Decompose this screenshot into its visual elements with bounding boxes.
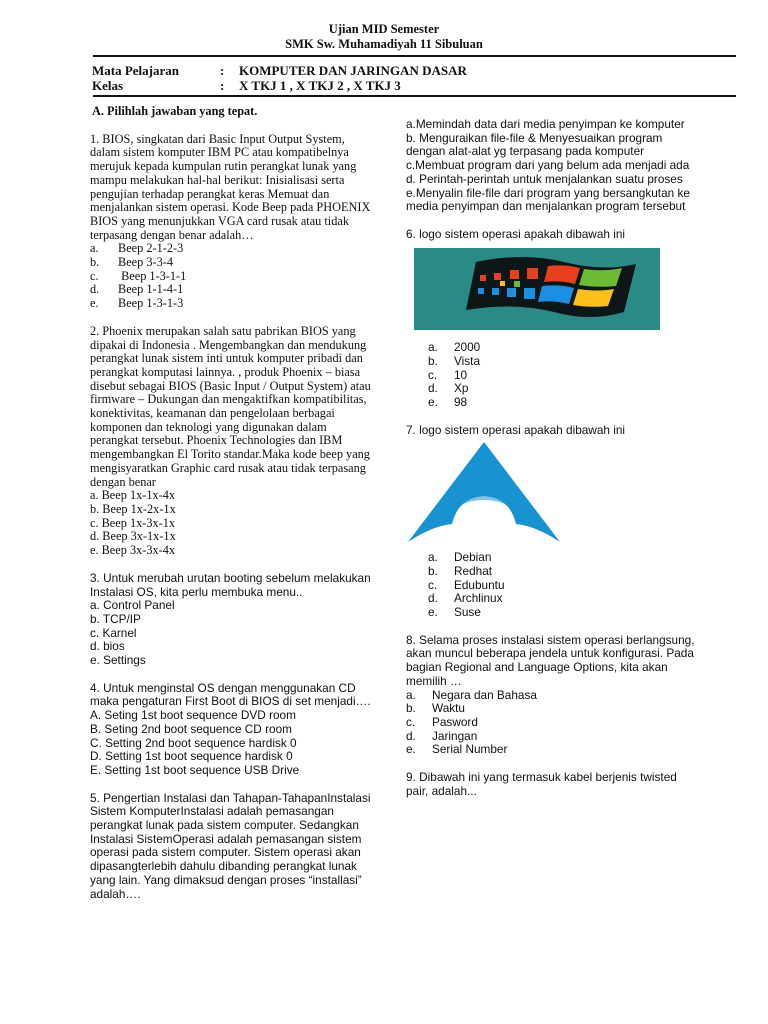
windows-logo-image <box>414 248 696 334</box>
option[interactable]: D. Setting 1st boot sequence hardisk 0 <box>90 749 293 764</box>
question-5 <box>90 792 375 902</box>
question-4-text: 4. Untuk menginstal OS dengan menggunakan CD maka pengaturan First Boot di BIOS di set menjadi…. <box>90 680 371 709</box>
option[interactable]: c. Pasword <box>406 714 478 729</box>
option[interactable]: B. Seting 2nd boot sequence CD room <box>90 721 292 736</box>
option[interactable]: E. Setting 1st boot sequence USB Drive <box>90 762 300 777</box>
option[interactable]: A. Seting 1st boot sequence DVD room <box>90 708 296 723</box>
windows-logo-icon <box>414 248 660 330</box>
class-label: Kelas <box>92 78 124 93</box>
question-5-options <box>406 118 696 214</box>
option[interactable]: e. Suse <box>428 605 481 620</box>
option[interactable]: d. Jaringan <box>406 728 478 743</box>
option[interactable]: d. Perintah-perintah untuk menjalankan suatu proses <box>406 171 683 186</box>
option[interactable]: c. Edubuntu <box>428 577 505 592</box>
top-divider <box>93 55 736 57</box>
bottom-divider <box>93 95 736 97</box>
left-column <box>90 105 375 915</box>
option[interactable]: e. Beep 3x-3x-4x <box>90 543 176 558</box>
exam-title: Ujian MID Semester <box>328 22 440 36</box>
option[interactable]: e. Beep 1-3-1-3 <box>90 296 184 311</box>
question-3 <box>90 572 375 668</box>
question-1-text: 1. BIOS, singkatan dari Basic Input Output System, dalam sistem komputer IBM PC atau kompatibelnya merujuk kepada kumpulan rutin perangkat lunak yang mampu melakukan hal-hal berikut: Inisialisasi serta pengujian terhadap perangkat keras Memuat dan menjalankan sistem operasi. Kode Beep pada PHOENIX BIOS yang menunjukkan VGA card rusak atau tidak terpasang dengan benar adalah… <box>90 131 371 242</box>
option[interactable]: a.Memindah data dari media penyimpan ke komputer <box>406 117 685 131</box>
subject-label: Mata Pelajaran <box>92 63 180 78</box>
option[interactable]: d. bios <box>90 639 125 654</box>
option[interactable]: a. Debian <box>428 550 492 565</box>
option[interactable]: b. Waktu <box>406 701 465 716</box>
option[interactable]: b. Beep 1x-2x-1x <box>90 501 176 516</box>
option[interactable]: C. Setting 2nd boot sequence hardisk 0 <box>90 735 297 750</box>
archlinux-logo-image <box>406 440 696 548</box>
school-name: SMK Sw. Muhamadiyah 11 Sibuluan <box>285 37 483 51</box>
right-column <box>406 118 696 813</box>
option[interactable]: d. Archlinux <box>428 591 503 606</box>
question-3-text: 3. Untuk merubah urutan booting sebelum melakukan Instalasi OS, kita perlu membuka menu.. <box>90 570 371 599</box>
question-8 <box>406 634 696 757</box>
option[interactable]: c. Karnel <box>90 625 137 640</box>
option[interactable]: c. 10 <box>428 367 468 382</box>
option[interactable]: a. Control Panel <box>90 598 175 613</box>
question-2 <box>90 325 375 558</box>
question-4 <box>90 682 375 778</box>
subject-colon: : <box>220 63 225 78</box>
option[interactable]: b. Redhat <box>428 563 493 578</box>
option[interactable]: d. Xp <box>428 381 469 396</box>
option[interactable]: a. 2000 <box>428 340 481 355</box>
question-9-text: 9. Dibawah ini yang termasuk kabel berjenis twisted pair, adalah... <box>406 770 677 798</box>
section-heading: A. Pilihlah jawaban yang tepat. <box>92 104 258 118</box>
option[interactable]: a. Negara dan Bahasa <box>406 687 537 702</box>
option[interactable]: b. Beep 3-3-4 <box>90 255 173 270</box>
class-colon: : <box>220 78 225 93</box>
option[interactable]: d. Beep 1-1-4-1 <box>90 282 184 297</box>
option[interactable]: d. Beep 3x-1x-1x <box>90 529 176 544</box>
question-1 <box>90 133 375 311</box>
question-7-text: 7. logo sistem operasi apakah dibawah ini <box>406 422 626 437</box>
option[interactable]: c. Beep 1x-3x-1x <box>90 515 176 530</box>
option[interactable]: e. Settings <box>90 653 146 668</box>
class-value: X TKJ 1 , X TKJ 2 , X TKJ 3 <box>239 78 401 93</box>
option[interactable]: b. Menguraikan file-file & Menyesuaikan program dengan alat-alat yg terpasang pada komputer <box>406 130 663 159</box>
archlinux-logo-icon <box>406 440 562 544</box>
option[interactable]: c.Membuat program dari yang belum ada menjadi ada <box>406 158 690 173</box>
question-6 <box>406 228 696 410</box>
option[interactable]: a. Beep 1x-1x-4x <box>90 488 176 503</box>
question-7 <box>406 424 696 620</box>
option[interactable]: b. TCP/IP <box>90 611 141 626</box>
subject-value: KOMPUTER DAN JARINGAN DASAR <box>239 63 467 78</box>
option[interactable]: b. Vista <box>428 354 481 369</box>
question-8-text: 8. Selama proses instalasi sistem operasi berlangsung, akan muncul beberapa jendela untuk konfigurasi. Pada bagian Regional and Language Options, kita akan memilih … <box>406 632 695 688</box>
option[interactable]: e. Serial Number <box>406 742 508 757</box>
option[interactable]: a. Beep 2-1-2-3 <box>90 241 184 256</box>
option[interactable]: e. 98 <box>428 395 468 410</box>
question-5-text: 5. Pengertian Instalasi dan Tahapan-TahapanInstalasi Sistem KomputerInstalasi adalah pemasangan perangkat lunak pada sistem computer. Sedangkan Instalasi SistemOperasi adalah pemasangan sistem operasi pada sistem computer. Sistem operasi akan dipasangterlebih dahulu dibanding perangkat lunak yang lain. Yang dimaksud dengan proses “installasi” adalah…. <box>90 790 371 901</box>
question-9 <box>406 771 696 798</box>
question-6-text: 6. logo sistem operasi apakah dibawah ini <box>406 226 626 241</box>
option[interactable]: c. Beep 1-3-1-1 <box>90 268 187 283</box>
question-2-text: 2. Phoenix merupakan salah satu pabrikan BIOS yang dipakai di Indonesia . Mengembangkan dan mendukung perangkat lunak sistem inti untuk komputer pribadi dan perangkat komputasi lainnya. , produk Phoenix – biasa disebut sebagai BIOS (Basic Input / Output System) atau firmware – Dukungan dan mengaktifkan kompatibilitas, konektivitas, keamanan dan pengelolaan berbagai komponen dan teknologi yang digunakan dalam perangkat tersebut. Phoenix Technologies dan IBM mengembangkan El Torito standar.Maka kode beep yang mengisyaratkan Graphic card rusak atau tidak terpasang dengan benar <box>90 323 371 489</box>
option[interactable]: e.Menyalin file-file dari program yang bersangkutan ke media penyimpan dan menjalankan program tersebut <box>406 185 690 214</box>
